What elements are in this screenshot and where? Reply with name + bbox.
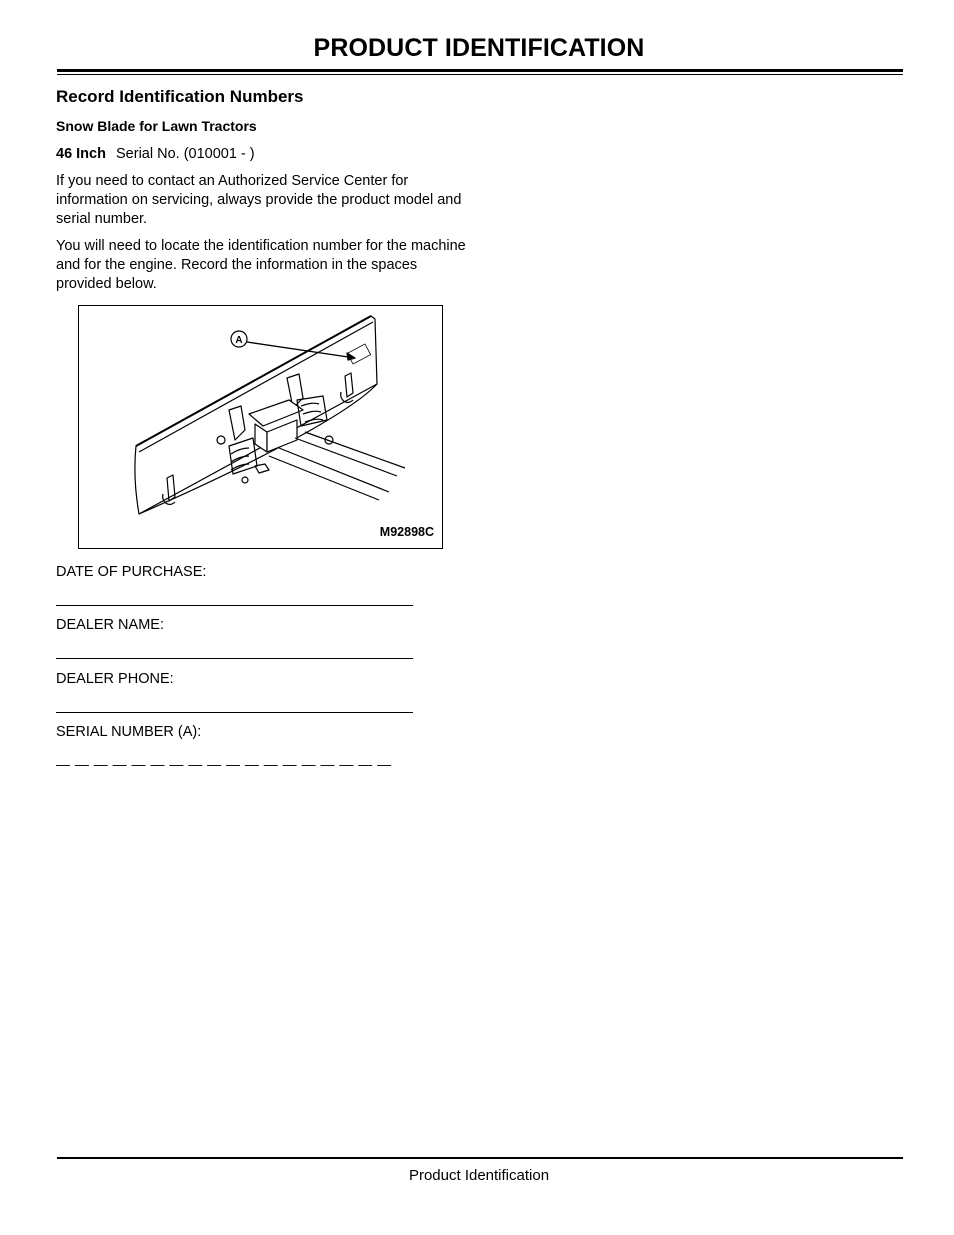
product-subheading: Snow Blade for Lawn Tractors [56, 118, 257, 134]
dealer-phone-label: DEALER PHONE: [56, 671, 174, 687]
serial-number-label: SERIAL NUMBER (A): [56, 724, 202, 740]
dealer-name-line [56, 658, 413, 659]
dealer-name-label: DEALER NAME: [56, 617, 164, 633]
serial-number-blanks: — — — — — — — — — — — — — — — — — — [56, 756, 392, 772]
section-heading: Record Identification Numbers [56, 87, 304, 106]
date-of-purchase-line [56, 605, 413, 606]
model-size: 46 Inch [56, 146, 106, 162]
paragraph-locate: You will need to locate the identification number for the machine and for the engine. Record the information in the spaces provided below. [56, 238, 466, 292]
model-line [56, 144, 466, 164]
footer-title: Product Identification [408, 1167, 550, 1184]
header-rule-thin [57, 74, 903, 75]
paragraph-service: If you need to contact an Authorized Service Center for information on servicing, always provide the product model and serial number. [56, 173, 462, 227]
header-rule [57, 69, 903, 72]
date-of-purchase-label: DATE OF PURCHASE: [56, 564, 207, 580]
footer-rule [57, 1157, 903, 1159]
dealer-phone-line [56, 712, 413, 713]
snow-blade-drawing [79, 306, 444, 550]
snow-blade-illustration [78, 305, 443, 549]
figure-code: M92898C [379, 525, 434, 539]
serial-range: Serial No. (010001 - ) [116, 146, 255, 162]
callout-a-label: A [235, 335, 243, 346]
content-column [56, 86, 466, 302]
page-title: PRODUCT IDENTIFICATION [313, 34, 645, 62]
